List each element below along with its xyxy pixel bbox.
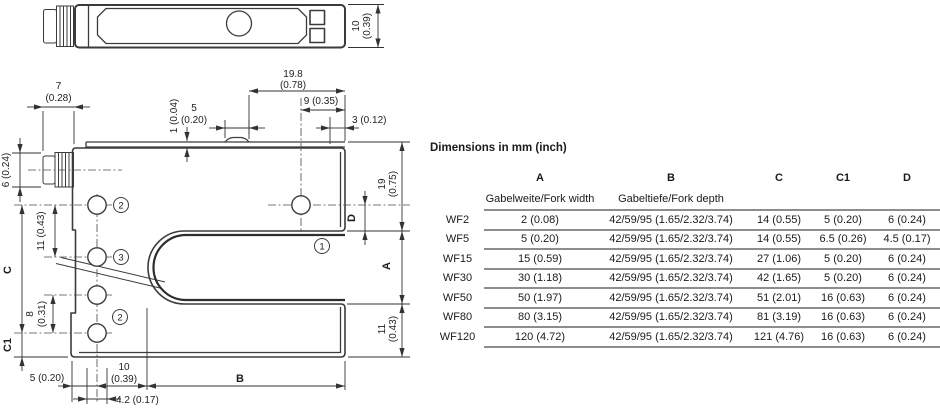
dim-10-mm: 10 xyxy=(351,20,362,32)
bottom-extension-lines xyxy=(72,308,345,404)
model-label: WF15 xyxy=(442,252,473,265)
svg-text:11 (0.43): 11 (0.43) xyxy=(36,211,47,251)
callout-2-upper xyxy=(114,198,129,213)
dimension-slot-detail xyxy=(73,395,159,406)
model-label: WF5 xyxy=(445,233,470,246)
svg-text:19: 19 xyxy=(377,178,388,190)
dimension-hole-pitch-lower xyxy=(25,295,53,333)
callout-3-label: 3 xyxy=(118,252,124,264)
svg-text:7: 7 xyxy=(55,81,62,92)
table-title: Dimensions in mm (inch) xyxy=(430,142,567,154)
header-D: D xyxy=(903,171,911,184)
table-row: WF5 5 (0.20) 42/59/95 (1.65/2.32/3.74) 14 (0.55) 6.5 (0.26) 4.5 (0.17) xyxy=(430,230,940,250)
table-header-row xyxy=(430,167,940,188)
callout-1 xyxy=(315,239,330,254)
centerlines xyxy=(14,98,410,404)
svg-text:(0.31): (0.31) xyxy=(37,300,48,328)
dimension-C xyxy=(2,205,22,333)
fork-body-outline xyxy=(71,148,345,357)
dimensions-table xyxy=(430,167,940,348)
model-label: WF30 xyxy=(442,272,473,285)
mounting-hole xyxy=(88,196,106,214)
svg-text:9 (0.35): 9 (0.35) xyxy=(303,96,339,107)
dimension-A xyxy=(381,231,402,304)
fork-slot-inner-contour xyxy=(154,235,346,300)
model-label: WF120 xyxy=(439,330,476,343)
callout-3 xyxy=(114,250,129,265)
mounting-hole xyxy=(88,286,106,304)
callout-1-label: 1 xyxy=(319,241,325,253)
svg-text:6 (0.24): 6 (0.24) xyxy=(1,152,12,188)
mounting-hole xyxy=(88,324,106,342)
callout-2-label: 2 xyxy=(118,200,124,212)
model-label: WF2 xyxy=(445,213,470,226)
svg-text:1 (0.04): 1 (0.04) xyxy=(169,98,180,134)
mounting-hole xyxy=(88,248,106,266)
model-label: WF50 xyxy=(442,291,473,304)
subheader-fork-width: Gabelweite/Fork width xyxy=(485,192,595,205)
dimension-plate-thickness xyxy=(169,99,187,162)
table-row: WF80 80 (3.15) 42/59/95 (1.65/2.32/3.74) 81 (3.19) 16 (0.63) 6 (0.24) xyxy=(430,308,940,328)
svg-text:4.2 (0.17): 4.2 (0.17) xyxy=(116,395,159,406)
sensor-front-view xyxy=(1,69,410,406)
dimension-lens-width xyxy=(181,103,265,138)
connector-icon xyxy=(44,6,74,47)
table-row: WF120 120 (4.72) 42/59/95 (1.65/2.32/3.74) 121 (4.76) 16 (0.63) 6 (0.24) xyxy=(430,327,940,347)
dimension-C1 xyxy=(2,333,68,371)
svg-text:(0.28): (0.28) xyxy=(45,93,72,104)
faceplate-outline xyxy=(98,9,307,44)
svg-text:19.8: 19.8 xyxy=(283,69,303,80)
svg-text:(0.20): (0.20) xyxy=(180,115,208,126)
fork-sensor-dimension-drawing xyxy=(0,0,430,410)
svg-text:D: D xyxy=(346,214,358,222)
svg-text:8: 8 xyxy=(25,311,36,317)
svg-text:(0.75): (0.75) xyxy=(388,170,399,198)
top-plate xyxy=(86,138,345,149)
svg-text:C: C xyxy=(2,266,14,274)
dimension-hole-pitch-upper xyxy=(36,205,55,257)
header-B: B xyxy=(667,171,675,184)
header-model xyxy=(430,167,484,188)
dim-10-inch: (0.39) xyxy=(362,12,373,40)
header-A: A xyxy=(536,171,544,184)
svg-text:B: B xyxy=(236,373,244,385)
led-window-1 xyxy=(310,11,325,25)
svg-text:10: 10 xyxy=(118,362,130,373)
callout-2-label: 2 xyxy=(117,312,123,324)
svg-text:(0.43): (0.43) xyxy=(388,315,399,343)
svg-text:C1: C1 xyxy=(2,337,14,353)
svg-text:5: 5 xyxy=(191,103,197,114)
dimension-axis-to-front xyxy=(301,96,345,110)
table-subheader-row xyxy=(430,188,940,210)
svg-text:3 (0.12): 3 (0.12) xyxy=(352,115,387,126)
led-window-2 xyxy=(310,29,325,43)
table-row: WF30 30 (1.18) 42/59/95 (1.65/2.32/3.74) 42 (1.65) 5 (0.20) 6 (0.24) xyxy=(430,269,940,289)
lens-dome xyxy=(225,138,249,143)
svg-text:A: A xyxy=(381,262,393,270)
dimension-D xyxy=(346,191,365,245)
dimension-front-offset xyxy=(316,115,386,144)
lens-circle xyxy=(227,11,252,36)
mounting-hole xyxy=(292,196,310,214)
model-label: WF80 xyxy=(442,311,473,324)
table-row: WF15 15 (0.59) 42/59/95 (1.65/2.32/3.74) 27 (1.06) 5 (0.20) 6 (0.24) xyxy=(430,249,940,269)
callout-2-lower xyxy=(113,310,128,325)
svg-text:(0.78): (0.78) xyxy=(279,80,307,91)
header-C1: C1 xyxy=(835,171,851,184)
svg-text:11: 11 xyxy=(377,323,388,335)
table-row: WF50 50 (1.97) 42/59/95 (1.65/2.32/3.74) 51 (2.01) 16 (0.63) 6 (0.24) xyxy=(430,288,940,308)
header-C: C xyxy=(775,171,783,184)
dimensions-table-section xyxy=(430,142,940,348)
table-row: WF2 2 (0.08) 42/59/95 (1.65/2.32/3.74) 14 (0.55) 5 (0.20) 6 (0.24) xyxy=(430,210,940,230)
dimension-B xyxy=(147,373,345,386)
dimension-head-height xyxy=(377,142,402,231)
dimension-connector-protrusion xyxy=(27,81,90,151)
dimension-arm-height xyxy=(377,304,402,357)
svg-text:(0.39): (0.39) xyxy=(110,374,138,385)
svg-text:5 (0.20): 5 (0.20) xyxy=(29,373,65,384)
dimension-hole-to-slot xyxy=(97,362,147,386)
housing-outline xyxy=(75,5,345,48)
sensor-side-view xyxy=(44,5,385,48)
subheader-fork-depth: Gabeltiefe/Fork depth xyxy=(618,192,724,205)
dimension-housing-height xyxy=(348,5,384,48)
dimension-edge-to-hole xyxy=(30,373,111,386)
